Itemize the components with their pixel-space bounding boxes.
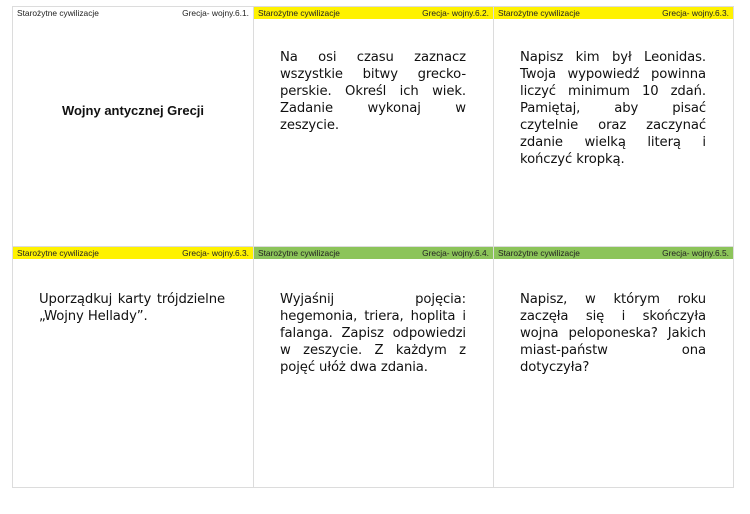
card-code: Grecja- wojny.6.4. <box>422 248 489 258</box>
card-6-3a <box>494 7 733 247</box>
card-header <box>494 7 733 19</box>
card-6-1 <box>13 7 254 247</box>
card-task-text: Na osi czasu zaznacz wszystkie bitwy grecko-perskie. Określ ich wiek. Zadanie wykonaj w zeszycie. <box>280 50 466 133</box>
card-row-top <box>13 7 733 247</box>
card-row-bottom <box>13 247 733 487</box>
card-header <box>13 247 253 259</box>
card-sheet <box>12 6 734 488</box>
card-task-text: Napisz kim był Leonidas. Twoja wypowiedź powinna liczyć minimum 10 zdań. Pamiętaj, aby pisać czytelnie oraz zaczynać zdanie wielką literą i kończyć kropką. <box>520 50 706 167</box>
card-subject: Starożytne cywilizacje <box>17 8 99 18</box>
card-subject: Starożytne cywilizacje <box>17 248 99 258</box>
card-6-5 <box>494 247 733 487</box>
card-code: Grecja- wojny.6.3. <box>182 248 249 258</box>
card-task-text: Wyjaśnij pojęcia: hegemonia, triera, hoplita i falanga. Zapisz odpowiedzi w zeszycie. Z każdym z pojęć ułóż dwa zdania. <box>280 292 466 375</box>
card-6-3b <box>13 247 254 487</box>
card-header <box>254 247 493 259</box>
card-header <box>254 7 493 19</box>
card-task-text: Napisz, w którym roku zaczęła się i skończyła wojna peloponeska? Jakich miast-państw ona dotyczyła? <box>520 292 706 375</box>
card-subject: Starożytne cywilizacje <box>498 248 580 258</box>
card-code: Grecja- wojny.6.2. <box>422 8 489 18</box>
card-code: Grecja- wojny.6.5. <box>662 248 729 258</box>
card-subject: Starożytne cywilizacje <box>498 8 580 18</box>
card-subject: Starożytne cywilizacje <box>258 248 340 258</box>
card-6-4 <box>254 247 494 487</box>
card-header <box>13 7 253 19</box>
card-code: Grecja- wojny.6.3. <box>662 8 729 18</box>
card-6-2 <box>254 7 494 247</box>
card-task-text: Uporządkuj karty trójdzielne „Wojny Hellady”. <box>39 292 225 324</box>
card-code: Grecja- wojny.6.1. <box>182 8 249 18</box>
card-title: Wojny antycznej Grecji <box>61 103 205 118</box>
card-header <box>494 247 733 259</box>
card-subject: Starożytne cywilizacje <box>258 8 340 18</box>
